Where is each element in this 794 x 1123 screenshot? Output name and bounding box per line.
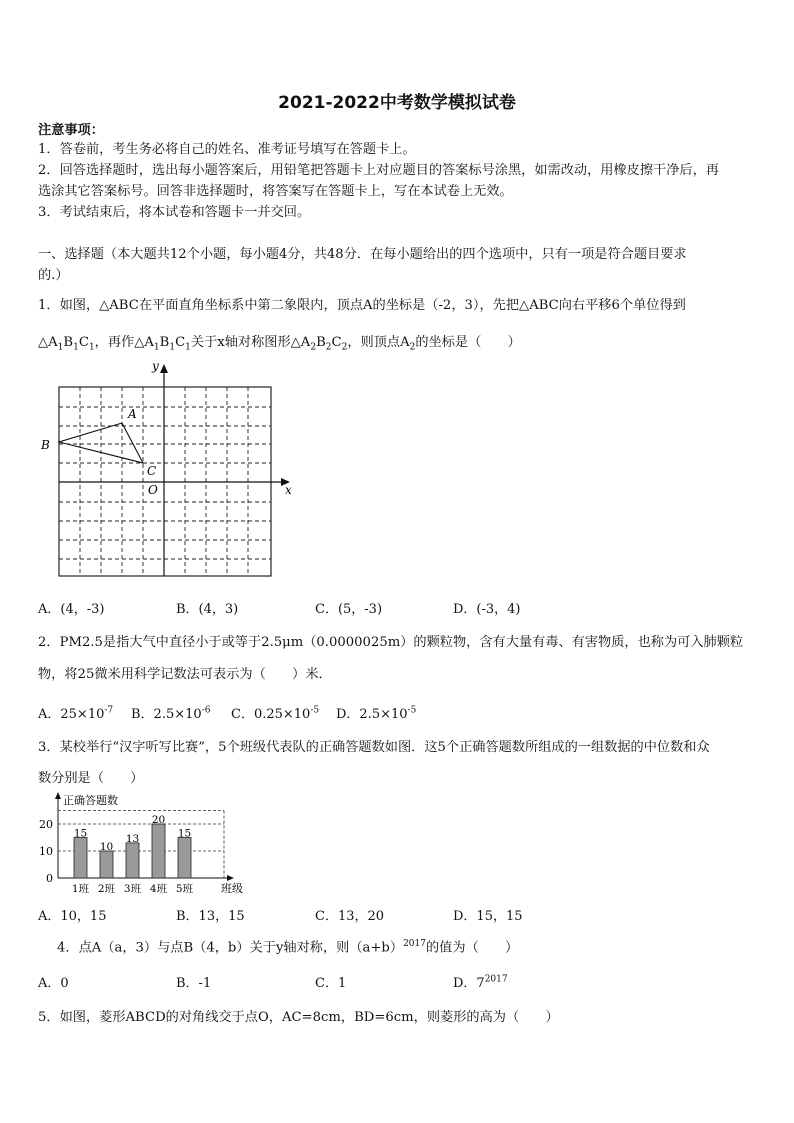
q4-option-c[interactable] (315, 972, 346, 991)
q1-option-b[interactable]: B．(4，3) (176, 602, 239, 617)
chart-bar (152, 824, 165, 878)
q1-sub: 1 (185, 342, 191, 353)
y-axis-label: y (152, 360, 159, 373)
chart-xlabel: 班级 (221, 882, 243, 895)
q4-text: 的值为（ ） (425, 940, 519, 956)
option-exponent: 2017 (484, 974, 508, 985)
q1-option-d[interactable]: D．(-3，4) (453, 602, 521, 617)
chart-data-label: 13 (125, 832, 140, 845)
q2-option-d[interactable] (336, 703, 416, 722)
q1-text: C (331, 335, 342, 350)
section-heading-line-1: 一、选择题（本大题共12个小题，每小题4分，共48分．在每小题给出的四个选项中，只有一项是符合题目要求 (38, 247, 687, 262)
chart-category-label: 4班 (149, 883, 168, 895)
q2-option-b[interactable] (131, 703, 210, 722)
notice-line-3: 选涂其它答案标号。回答非选择题时，将答案写在答题卡上，写在本试卷上无效。 (38, 184, 513, 199)
chart-y-tick-label: 0 (46, 872, 53, 885)
chart-data-label: 15 (73, 827, 88, 840)
q1-text: △A (38, 335, 58, 350)
notice-heading: 注意事项： (38, 123, 104, 138)
q2-option-a[interactable] (38, 703, 113, 722)
q1-line-1: 1．如图，△ABC在平面直角坐标系中第二象限内，顶点A的坐标是（-2，3），先把△ABC向右平移6个单位得到 (38, 298, 686, 313)
q4-exponent: 2017 (403, 939, 426, 949)
x-axis-label: x (285, 483, 292, 497)
q1-sub: 1 (88, 342, 95, 353)
notice-line-2: 2．回答选择题时，选出每小题答案后，用铅笔把答题卡上对应题目的答案标号涂黑，如需改动，用橡皮擦干净后，再 (38, 163, 719, 178)
q2-option-c[interactable] (231, 703, 319, 722)
section-heading-line-2: 的.） (38, 268, 69, 283)
y-axis-arrow (160, 364, 168, 373)
chart-category-label: 5班 (175, 883, 194, 895)
chart-bar (126, 843, 139, 878)
origin-label: O (148, 483, 158, 497)
q1-sub: 1 (153, 342, 160, 353)
q1-sub: 1 (169, 342, 176, 353)
option-text: D．7 (453, 976, 485, 991)
option-text: D．2.5×10 (336, 707, 408, 722)
q1-text: B (63, 335, 74, 350)
q1-sub: 1 (73, 342, 79, 353)
chart-ylabel: 正确答题数 (63, 794, 118, 807)
q4-line (57, 935, 518, 957)
page-title: 2021-2022中考数学模拟试卷 (278, 93, 516, 113)
chart-category-label: 2班 (97, 883, 116, 895)
q1-text: C (78, 335, 89, 350)
q1-line-2 (38, 334, 521, 357)
chart-category-label: 3班 (123, 883, 142, 895)
q1-sub: 1 (57, 342, 64, 353)
q1-text: ，再作△A (94, 335, 154, 350)
q3-bar-chart (38, 791, 268, 897)
option-exponent: -5 (407, 705, 417, 716)
q3-option-d[interactable]: D．15，15 (453, 909, 523, 924)
option-text: A．0 (38, 976, 69, 991)
q1-text: ，则顶点A (347, 335, 410, 350)
chart-y-tick-label: 20 (39, 818, 53, 831)
option-text: A．25×10 (38, 707, 105, 722)
q1-text: B (159, 335, 170, 350)
q3-option-a[interactable]: A．10，15 (38, 909, 107, 924)
q4-text: 4．点A（a，3）与点B（4，b）关于y轴对称，则（a+b） (57, 940, 404, 956)
q1-text: C (175, 335, 186, 350)
notice-line-1: 1．答卷前，考生务必将自己的姓名、准考证号填写在答题卡上。 (38, 142, 416, 157)
q1-sub: 2 (310, 342, 317, 353)
chart-bar (74, 838, 87, 879)
q1-text: 的坐标是（ ） (415, 335, 521, 350)
chart-category-label: 1班 (71, 883, 90, 895)
chart-bar (178, 838, 191, 879)
point-c-label: C (147, 464, 157, 478)
notice-line-4: 3．考试结束后，将本试卷和答题卡一并交回。 (38, 205, 311, 220)
q1-sub: 2 (325, 342, 332, 353)
q2-line-1: 2．PM2.5是指大气中直径小于或等于2.5μm（0.0000025m）的颗粒物，含有大量有毒、有害物质，也称为可入肺颗粒 (38, 635, 744, 650)
chart-bar (100, 851, 113, 878)
q3-option-c[interactable]: C．13，20 (315, 909, 385, 924)
q4-option-d[interactable] (453, 972, 508, 991)
option-text: B．-1 (176, 976, 212, 991)
q1-text: B (316, 335, 326, 350)
chart-data-label: 15 (177, 827, 192, 840)
q1-coordinate-figure (38, 360, 303, 585)
point-a-label: A (128, 407, 137, 421)
q1-option-a[interactable]: A．(4，-3) (38, 602, 105, 617)
chart-x-axis-arrow (227, 875, 234, 881)
q3-line-2: 数分别是（ ） (38, 771, 144, 786)
q4-option-a[interactable] (38, 972, 69, 991)
option-text: C．0.25×10 (231, 707, 311, 722)
q3-option-b[interactable]: B．13，15 (176, 909, 245, 924)
chart-y-axis-arrow (55, 792, 61, 799)
q3-line-1: 3．某校举行“汉字听写比赛”，5个班级代表队的正确答题数如图．这5个正确答题数所组成的一组数据的中位数和众 (38, 740, 710, 755)
point-b-label: B (41, 438, 50, 452)
option-text: B．2.5×10 (131, 707, 202, 722)
chart-data-label: 20 (151, 814, 166, 826)
option-exponent: -5 (310, 705, 320, 716)
q4-option-b[interactable] (176, 972, 211, 991)
chart-data-label: 10 (99, 841, 114, 853)
option-exponent: -6 (201, 705, 211, 716)
chart-y-tick-label: 10 (39, 845, 53, 858)
q5-line-1: 5．如图，菱形ABCD的对角线交于点O，AC=8cm，BD=6cm，则菱形的高为（ ） (38, 1010, 559, 1025)
q2-line-2: 物，将25微米用科学记数法可表示为（ ）米． (38, 667, 332, 682)
option-exponent: -7 (104, 705, 114, 716)
option-text: C．1 (315, 976, 347, 991)
q1-option-c[interactable]: C．(5，-3) (315, 602, 383, 617)
q1-sub: 2 (341, 342, 348, 353)
q1-text: 关于x轴对称图形△A (190, 335, 311, 350)
q1-sub: 2 (409, 342, 416, 353)
